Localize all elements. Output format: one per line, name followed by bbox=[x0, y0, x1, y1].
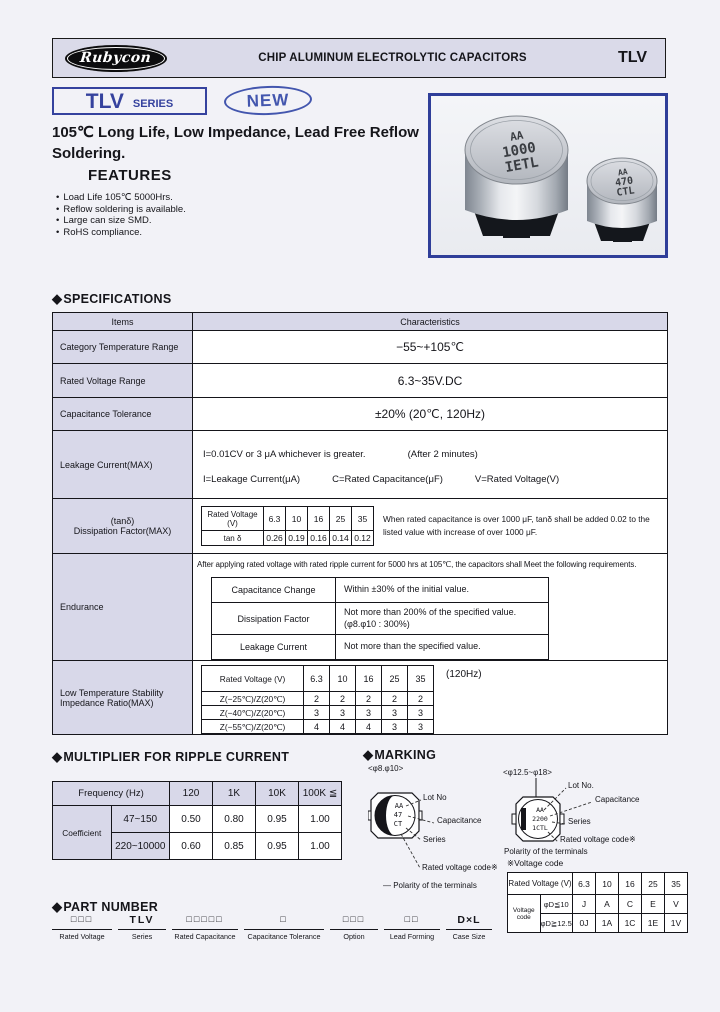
endurance-value: Not more than the specified value. bbox=[336, 635, 549, 660]
endurance-cell bbox=[193, 554, 668, 661]
feature-text: Large can size SMD. bbox=[63, 215, 152, 226]
feature-item bbox=[56, 204, 186, 216]
endurance-intro: After applying rated voltage with rated ripple current for 5000 hrs at 105℃, the capacitors shall Meet the following requirements. bbox=[197, 560, 637, 569]
marking-diagram-large bbox=[500, 768, 720, 860]
table-row bbox=[202, 692, 434, 706]
voltage-value: 25 bbox=[642, 873, 665, 895]
coefficient-value: 0.85 bbox=[213, 833, 256, 860]
code-value: 1C bbox=[619, 914, 642, 933]
label-lot-no: Lot No. bbox=[568, 781, 594, 790]
tan-delta-label: tan δ bbox=[202, 531, 264, 546]
code-value: 1A bbox=[596, 914, 619, 933]
frequency-range: 220~10000 bbox=[111, 833, 170, 860]
voltage-code-block bbox=[507, 858, 688, 933]
tan-delta-value: 0.12 bbox=[352, 531, 374, 546]
table-row bbox=[202, 507, 374, 531]
impedance-value: 3 bbox=[382, 720, 408, 734]
dissipation-label-1: (tanδ) bbox=[110, 516, 135, 526]
impedance-value: 2 bbox=[382, 692, 408, 706]
impedance-value: 2 bbox=[330, 692, 356, 706]
tan-delta-value: 0.26 bbox=[264, 531, 286, 546]
impedance-value: 2 bbox=[356, 692, 382, 706]
part-number-heading bbox=[52, 899, 158, 915]
cap-marking-line: IETL bbox=[503, 154, 540, 177]
spec-value: 6.3~35V.DC bbox=[193, 364, 668, 398]
diamond-icon: ◆ bbox=[363, 747, 374, 762]
field-code: □□ bbox=[384, 914, 440, 930]
bullet-icon: • bbox=[56, 215, 60, 226]
voltage-code-table bbox=[507, 872, 688, 933]
code-value: 1E bbox=[642, 914, 665, 933]
multiplier-heading bbox=[52, 749, 289, 765]
legend-i: I=Leakage Current(μA) bbox=[203, 474, 301, 485]
marking-text-lot: AA bbox=[394, 802, 404, 810]
endurance-item: Dissipation Factor bbox=[212, 603, 336, 635]
lowtemp-freq-note: (120Hz) bbox=[446, 669, 482, 680]
impedance-value: 3 bbox=[304, 706, 330, 720]
coefficient-value: 1.00 bbox=[299, 833, 342, 860]
endurance-item: Leakage Current bbox=[212, 635, 336, 660]
lowtemp-cell bbox=[193, 661, 668, 735]
impedance-value: 4 bbox=[356, 720, 382, 734]
legend-c: C=Rated Capacitance(μF) bbox=[332, 474, 443, 485]
field-code: □□□ bbox=[330, 914, 378, 930]
label-capacitance: Capacitance bbox=[437, 816, 482, 825]
voltage-value: 6.3 bbox=[304, 666, 330, 692]
coefficient-value: 1.00 bbox=[299, 806, 342, 833]
marking-text-capacitance: 2200 bbox=[532, 815, 548, 823]
lowtemp-label-2: Impedance Ratio(MAX) bbox=[60, 697, 154, 708]
frequency-col: 10K bbox=[256, 782, 299, 806]
voltage-value: 6.3 bbox=[573, 873, 596, 895]
tan-delta-value: 0.14 bbox=[330, 531, 352, 546]
voltage-header: Rated Voltage (V) bbox=[202, 666, 304, 692]
code-value: V bbox=[665, 895, 688, 914]
field-label: Lead Forming bbox=[389, 932, 435, 941]
spec-label: Capacitance Tolerance bbox=[53, 398, 193, 431]
table-row bbox=[53, 431, 668, 499]
legend-v: V=Rated Voltage(V) bbox=[474, 474, 560, 485]
field-label: Series bbox=[131, 932, 153, 941]
impedance-value: 2 bbox=[408, 692, 434, 706]
bullet-icon: • bbox=[56, 192, 60, 203]
part-number-heading-text: PART NUMBER bbox=[63, 900, 159, 914]
specifications-table bbox=[52, 312, 668, 735]
lowtemp-label-1: Low Temperature Stability bbox=[60, 687, 164, 698]
voltage-value: 16 bbox=[356, 666, 382, 692]
multiplier-heading-text: MULTIPLIER FOR RIPPLE CURRENT bbox=[63, 750, 290, 764]
field-label: Option bbox=[343, 932, 365, 941]
table-row bbox=[508, 895, 688, 914]
voltage-value: 25 bbox=[330, 507, 352, 531]
feature-item bbox=[56, 227, 186, 239]
table-row bbox=[53, 313, 668, 331]
voltage-code-title: ※Voltage code bbox=[507, 858, 564, 868]
voltage-value: 35 bbox=[408, 666, 434, 692]
part-number-field bbox=[52, 914, 112, 941]
frequency-range: 47~150 bbox=[111, 806, 170, 833]
spec-header-characteristics: Characteristics bbox=[193, 313, 668, 331]
table-row bbox=[212, 578, 549, 603]
dissipation-label-2: Dissipation Factor(MAX) bbox=[73, 526, 172, 536]
label-lot-no: Lot No bbox=[423, 793, 447, 802]
field-label: Capacitance Tolerance bbox=[247, 932, 321, 941]
size-label: <φ8.φ10> bbox=[368, 764, 404, 773]
cap-marking-line: CTL bbox=[615, 185, 636, 199]
product-photo bbox=[428, 93, 668, 258]
coefficient-value: 0.50 bbox=[170, 806, 213, 833]
marking-text-series: 1CTL bbox=[532, 824, 548, 832]
part-number-field bbox=[118, 914, 166, 941]
coefficient-value: 0.60 bbox=[170, 833, 213, 860]
features-title: FEATURES bbox=[88, 167, 172, 184]
endurance-value-line: Not more than 200% of the specified value. bbox=[344, 606, 517, 617]
label-series: Series bbox=[423, 835, 446, 844]
label-polarity: — Polarity of the terminals bbox=[383, 881, 477, 890]
frequency-col: 1K bbox=[213, 782, 256, 806]
leakage-after: (After 2 minutes) bbox=[407, 449, 478, 460]
table-row bbox=[53, 782, 342, 806]
table-row bbox=[53, 398, 668, 431]
spec-value: −55~+105℃ bbox=[193, 331, 668, 364]
marking-heading bbox=[363, 747, 436, 763]
dissipation-note: When rated capacitance is over 1000 μF, tanδ shall be added 0.02 to the listed value with increase of over 1000 μF. bbox=[383, 514, 650, 537]
spec-label: Rated Voltage Range bbox=[53, 364, 193, 398]
table-row bbox=[212, 635, 549, 660]
table-row bbox=[53, 499, 668, 554]
field-label: Case Size bbox=[452, 932, 486, 941]
diameter-label: φD≦10 bbox=[540, 895, 573, 914]
marking-text-lot: AA bbox=[536, 806, 544, 814]
cap-marking-line: 1000 bbox=[501, 139, 538, 162]
feature-text: Reflow soldering is available. bbox=[63, 203, 186, 215]
impedance-row-label: Z(−25℃)/Z(20℃) bbox=[202, 692, 304, 706]
series-banner bbox=[52, 87, 207, 115]
bullet-icon: • bbox=[56, 203, 60, 215]
field-code: TLV bbox=[118, 914, 166, 930]
voltage-value: 10 bbox=[596, 873, 619, 895]
marking-text-capacitance: 47 bbox=[393, 811, 403, 819]
label-capacitance: Capacitance bbox=[595, 795, 640, 804]
code-value: J bbox=[573, 895, 596, 914]
cap-marking-line: AA bbox=[508, 128, 525, 144]
document-title: CHIP ALUMINUM ELECTROLYTIC CAPACITORS bbox=[258, 52, 527, 64]
header-series-code: TLV bbox=[617, 49, 647, 66]
leakage-cell bbox=[193, 431, 668, 499]
label-polarity: Polarity of the terminals bbox=[504, 847, 588, 856]
diamond-icon: ◆ bbox=[52, 899, 63, 914]
cap-marking-line: 470 bbox=[614, 175, 634, 189]
leakage-legend-line bbox=[203, 474, 667, 485]
table-row bbox=[202, 531, 374, 546]
voltage-value: 6.3 bbox=[264, 507, 286, 531]
part-number-field bbox=[330, 914, 378, 941]
table-row bbox=[53, 554, 668, 661]
table-row bbox=[202, 666, 434, 692]
table-row bbox=[508, 873, 688, 895]
rubycon-logo bbox=[65, 45, 167, 72]
spec-label: Leakage Current(MAX) bbox=[53, 431, 193, 499]
voltage-value: 16 bbox=[619, 873, 642, 895]
voltage-value: 35 bbox=[352, 507, 374, 531]
tan-delta-value: 0.19 bbox=[286, 531, 308, 546]
coefficient-value: 0.95 bbox=[256, 833, 299, 860]
spec-header-items: Items bbox=[53, 313, 193, 331]
tan-delta-value: 0.16 bbox=[308, 531, 330, 546]
voltage-value: 10 bbox=[330, 666, 356, 692]
diamond-icon: ◆ bbox=[52, 749, 63, 764]
diameter-label: φD≧12.5 bbox=[540, 914, 573, 933]
impedance-value: 3 bbox=[382, 706, 408, 720]
feature-text: RoHS compliance. bbox=[63, 226, 142, 238]
impedance-value: 4 bbox=[304, 720, 330, 734]
header-bar bbox=[52, 38, 666, 78]
dissipation-wrap bbox=[193, 506, 667, 546]
marking-text-series: CT bbox=[393, 820, 403, 828]
series-name: TLV bbox=[85, 89, 124, 113]
bullet-icon: • bbox=[56, 226, 60, 238]
field-code: D×L bbox=[446, 914, 492, 930]
label-voltage-code: Rated voltage code※ bbox=[560, 835, 636, 844]
field-label: Rated Voltage bbox=[59, 932, 105, 941]
endurance-value-line: (φ8.φ10 : 300%) bbox=[344, 618, 410, 629]
dissipation-table bbox=[201, 506, 374, 546]
impedance-value: 2 bbox=[304, 692, 330, 706]
voltage-value: 35 bbox=[665, 873, 688, 895]
code-value: 0J bbox=[573, 914, 596, 933]
code-value: C bbox=[619, 895, 642, 914]
impedance-value: 3 bbox=[330, 706, 356, 720]
coefficient-value: 0.95 bbox=[256, 806, 299, 833]
part-number-field bbox=[244, 914, 324, 941]
coefficient-value: 0.80 bbox=[213, 806, 256, 833]
code-value: 1V bbox=[665, 914, 688, 933]
size-label: <φ12.5~φ18> bbox=[503, 768, 552, 777]
diamond-icon: ◆ bbox=[52, 291, 63, 306]
impedance-row-label: Z(−55℃)/Z(20℃) bbox=[202, 720, 304, 734]
table-row bbox=[53, 661, 668, 735]
table-row bbox=[53, 806, 342, 833]
table-row bbox=[53, 364, 668, 398]
voltage-header: Rated Voltage (V) bbox=[202, 507, 264, 531]
voltage-code-group-label: Voltage code bbox=[508, 895, 541, 933]
part-number-field bbox=[446, 914, 492, 941]
large-capacitor-image bbox=[459, 108, 574, 248]
field-code: □□□ bbox=[52, 914, 112, 930]
table-row bbox=[202, 720, 434, 734]
spec-value: ±20% (20℃, 120Hz) bbox=[193, 398, 668, 431]
small-capacitor-image bbox=[583, 151, 661, 249]
frequency-col: 100K ≦ bbox=[299, 782, 342, 806]
label-voltage-code: Rated voltage code※ bbox=[422, 863, 498, 872]
dissipation-cell bbox=[193, 499, 668, 554]
leakage-formula-line bbox=[203, 449, 667, 460]
field-code: □□□□□ bbox=[172, 914, 238, 930]
impedance-value: 3 bbox=[356, 706, 382, 720]
voltage-value: 10 bbox=[286, 507, 308, 531]
voltage-value: 25 bbox=[382, 666, 408, 692]
spec-label: Endurance bbox=[53, 554, 193, 661]
spec-label bbox=[53, 499, 193, 554]
coefficient-label: Coefficient bbox=[53, 806, 112, 860]
headline: 105℃ Long Life, Low Impedance, Lead Free Reflow Soldering. bbox=[52, 124, 419, 162]
multiplier-table bbox=[52, 781, 342, 860]
field-label: Rated Capacitance bbox=[174, 932, 236, 941]
frequency-col: 120 bbox=[170, 782, 213, 806]
features-list bbox=[56, 192, 186, 238]
specifications-heading bbox=[52, 291, 171, 307]
series-word: SERIES bbox=[132, 97, 174, 110]
feature-text: Load Life 105℃ 5000Hrs. bbox=[63, 192, 173, 203]
table-row bbox=[212, 603, 549, 635]
table-row bbox=[202, 706, 434, 720]
lowtemp-table bbox=[201, 665, 434, 734]
new-badge: NEW bbox=[224, 84, 313, 116]
spec-label bbox=[53, 661, 193, 735]
endurance-table bbox=[211, 577, 549, 660]
part-number-field bbox=[384, 914, 440, 941]
field-code: □ bbox=[244, 914, 324, 930]
spec-label: Category Temperature Range bbox=[53, 331, 193, 364]
code-value: E bbox=[642, 895, 665, 914]
impedance-value: 3 bbox=[408, 706, 434, 720]
brand-name: Rubycon bbox=[79, 50, 153, 66]
marking-heading-text: MARKING bbox=[374, 748, 437, 762]
code-value: A bbox=[596, 895, 619, 914]
frequency-header: Frequency (Hz) bbox=[53, 782, 170, 806]
impedance-value: 3 bbox=[408, 720, 434, 734]
table-row bbox=[53, 331, 668, 364]
voltage-value: 16 bbox=[308, 507, 330, 531]
specifications-heading-text: SPECIFICATIONS bbox=[63, 292, 172, 306]
feature-item bbox=[56, 192, 186, 204]
leakage-formula: I=0.01CV or 3 μA whichever is greater. bbox=[203, 449, 366, 460]
endurance-value bbox=[336, 603, 549, 635]
part-number-field bbox=[172, 914, 238, 941]
lowtemp-wrap bbox=[193, 661, 667, 734]
voltage-header: Rated Voltage (V) bbox=[508, 873, 573, 895]
impedance-value: 4 bbox=[330, 720, 356, 734]
impedance-row-label: Z(−40℃)/Z(20℃) bbox=[202, 706, 304, 720]
feature-item bbox=[56, 215, 186, 227]
label-series: Series bbox=[568, 817, 591, 826]
endurance-item: Capacitance Change bbox=[212, 578, 336, 603]
part-number-fields bbox=[52, 914, 492, 941]
endurance-value: Within ±30% of the initial value. bbox=[336, 578, 549, 603]
cap-marking-line: AA bbox=[617, 167, 629, 178]
